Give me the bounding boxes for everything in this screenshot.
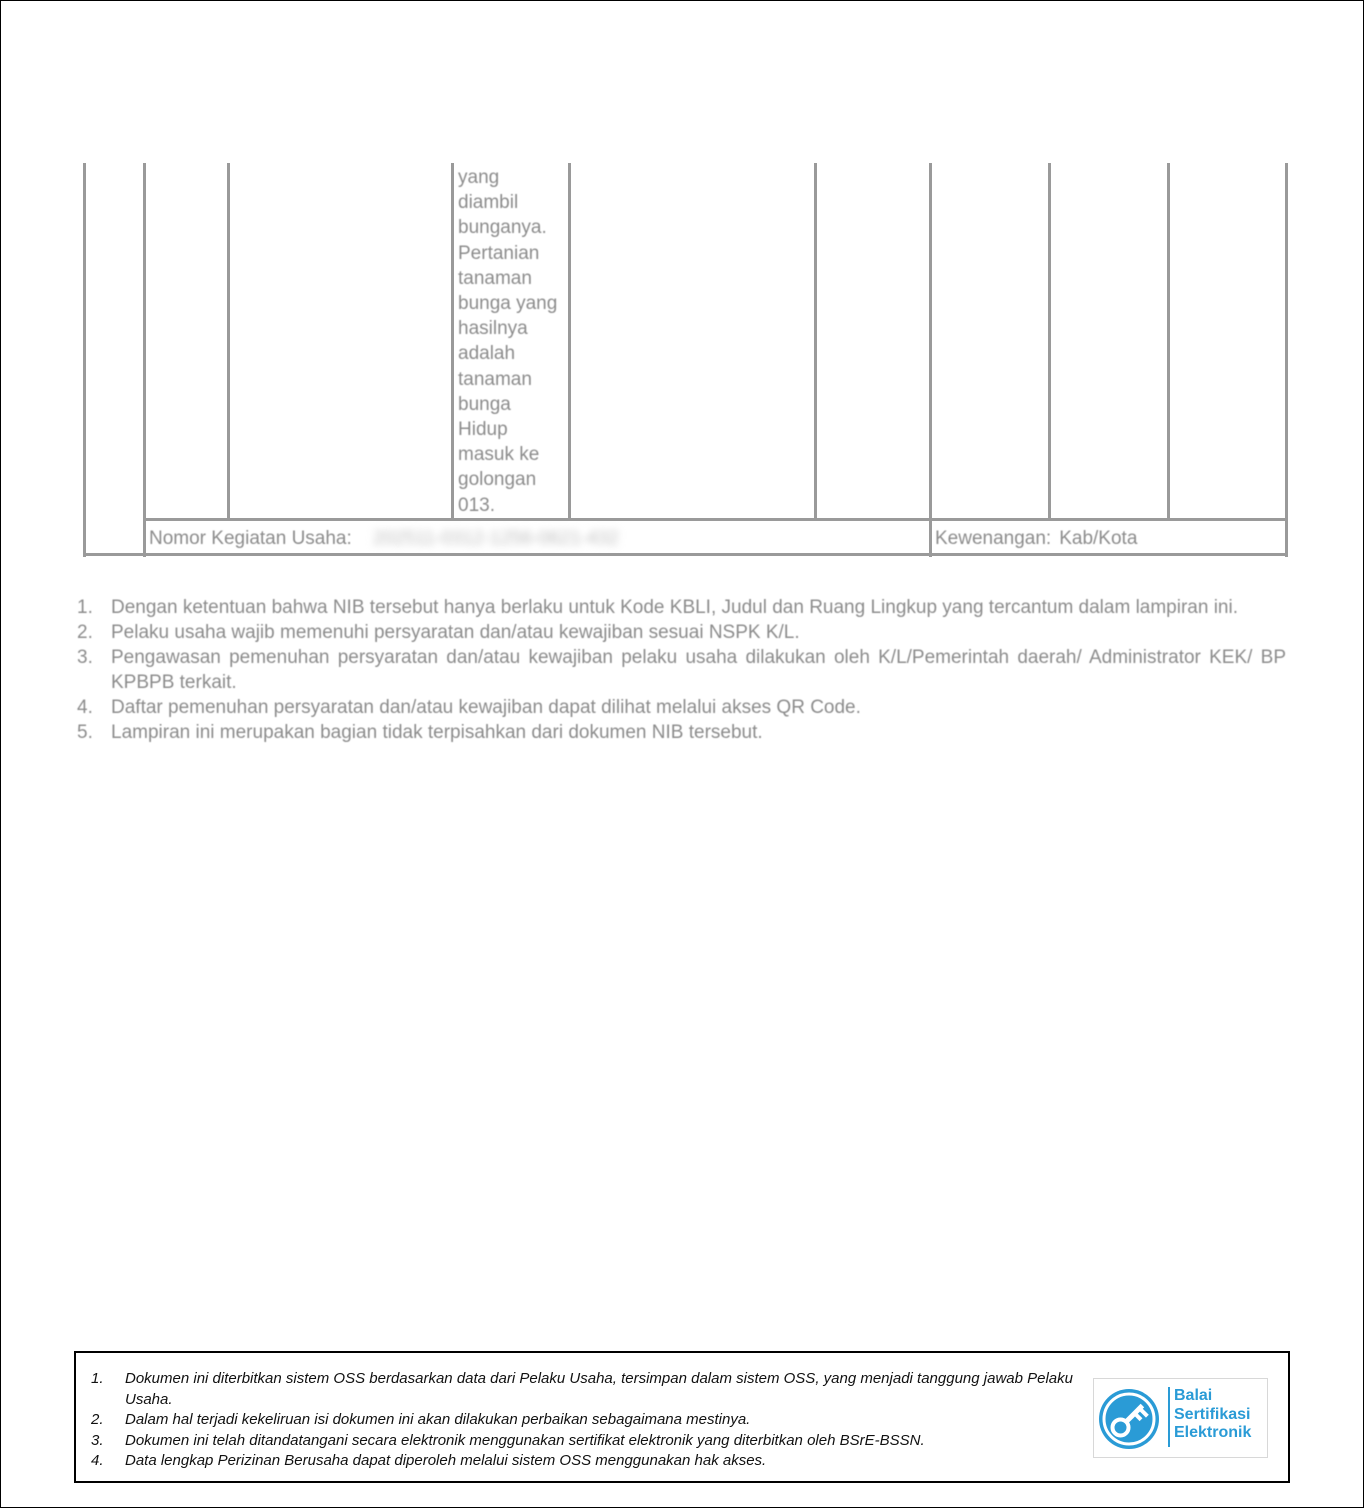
table-row-divider [143,518,1288,521]
footer-notes [91,1369,1086,1472]
bsre-logo [1093,1378,1268,1458]
nomor-kegiatan-value: 202511-0312-1256-0621-432 [373,528,619,549]
footer-note-text: Dokumen ini telah ditandatangani secara elektronik menggunakan sertifikat elektronik yang diterbitkan oleh BSrE-BSSN. [125,1431,925,1449]
table-col-divider [451,163,454,521]
scope-line: Hidup [458,419,508,441]
table-border-right [1285,163,1288,557]
footer-note-text: Dalam hal terjadi kekeliruan isi dokumen ini akan dilakukan perbaikan sebagaimana mestinya. [125,1411,751,1429]
logo-line: Balai [1174,1387,1213,1404]
note-number: 4. [77,697,93,718]
kewenangan-label: Kewenangan: [935,528,1052,549]
scope-line: bunga yang [458,293,558,315]
logo-line: Sertifikasi [1174,1405,1251,1423]
footer-note-text: Dokumen ini diterbitkan sistem OSS berdasarkan data dari Pelaku Usaha, tersimpan dalam sistem OSS, yang menjadi tanggung jawab Pelaku Usaha. [125,1370,1073,1408]
logo-divider [1168,1387,1170,1447]
kewenangan [935,528,1137,550]
list-item [91,1431,1086,1452]
table-col-divider [1048,163,1051,521]
footer-disclaimer-box [74,1351,1290,1483]
bsre-logo-text [1174,1387,1251,1443]
bsre-key-icon [1097,1387,1161,1451]
note-text: Dengan ketentuan bahwa NIB tersebut hanya berlaku untuk Kode KBLI, Judul dan Ruang Lingkup yang tercantum dalam lampiran ini. [111,597,1239,618]
scope-line: 013. [458,494,495,516]
note-number: 5. [77,722,93,743]
scope-line: tanaman [458,368,532,390]
scope-line: diambil [458,192,519,214]
table-col-divider [227,163,230,521]
list-item [77,620,1286,645]
logo-line: Elektronik [1174,1424,1252,1441]
scope-line: bunga [458,393,511,415]
footer-note-number: 2. [91,1411,104,1429]
note-text: Daftar pemenuhan persyaratan dan/atau kewajiban dapat dilihat melalui akses QR Code. [111,697,861,718]
note-number: 3. [77,647,93,668]
kbli-scope-cell [458,165,570,518]
note-number: 1. [77,597,93,618]
list-item [77,645,1286,695]
scope-line: hasilnya [458,318,528,340]
scope-line: masuk ke [458,444,540,466]
table-border-left [83,163,86,557]
table-col-divider [1167,163,1170,521]
list-item [91,1369,1086,1410]
table-col-divider [929,163,932,557]
list-item [91,1410,1086,1431]
nomor-kegiatan-label: Nomor Kegiatan Usaha: [149,528,352,549]
scope-line: Pertanian [458,242,540,264]
notes-list [77,595,1286,745]
kewenangan-value: Kab/Kota [1059,528,1138,549]
table-col-divider [143,163,146,557]
note-text: Pelaku usaha wajib memenuhi persyaratan dan/atau kewajiban sesuai NSPK K/L. [111,622,800,643]
footer-note-number: 4. [91,1452,104,1470]
scope-line: adalah [458,343,516,365]
table-col-divider [814,163,817,521]
scope-line: golongan [458,469,537,491]
list-item [91,1451,1086,1472]
scope-line: tanaman [458,267,532,289]
scope-line: bunganya. [458,217,547,239]
note-text: Pengawasan pemenuhan persyaratan dan/atau kewajiban pelaku usaha dilakukan oleh K/L/Pemerintah daerah/ Administrator KEK/ BP KPBPB terkait. [111,647,1286,693]
list-item [77,695,1286,720]
scope-line: yang [458,167,500,188]
list-item [77,720,1286,745]
note-text: Lampiran ini merupakan bagian tidak terpisahkan dari dokumen NIB tersebut. [111,722,763,743]
footer-note-text: Data lengkap Perizinan Berusaha dapat diperoleh melalui sistem OSS menggunakan hak akses. [125,1452,767,1470]
footer-note-number: 3. [91,1431,104,1449]
footer-note-number: 1. [91,1370,104,1387]
table-border-bottom [83,553,1288,556]
list-item [77,595,1286,620]
note-number: 2. [77,622,93,643]
